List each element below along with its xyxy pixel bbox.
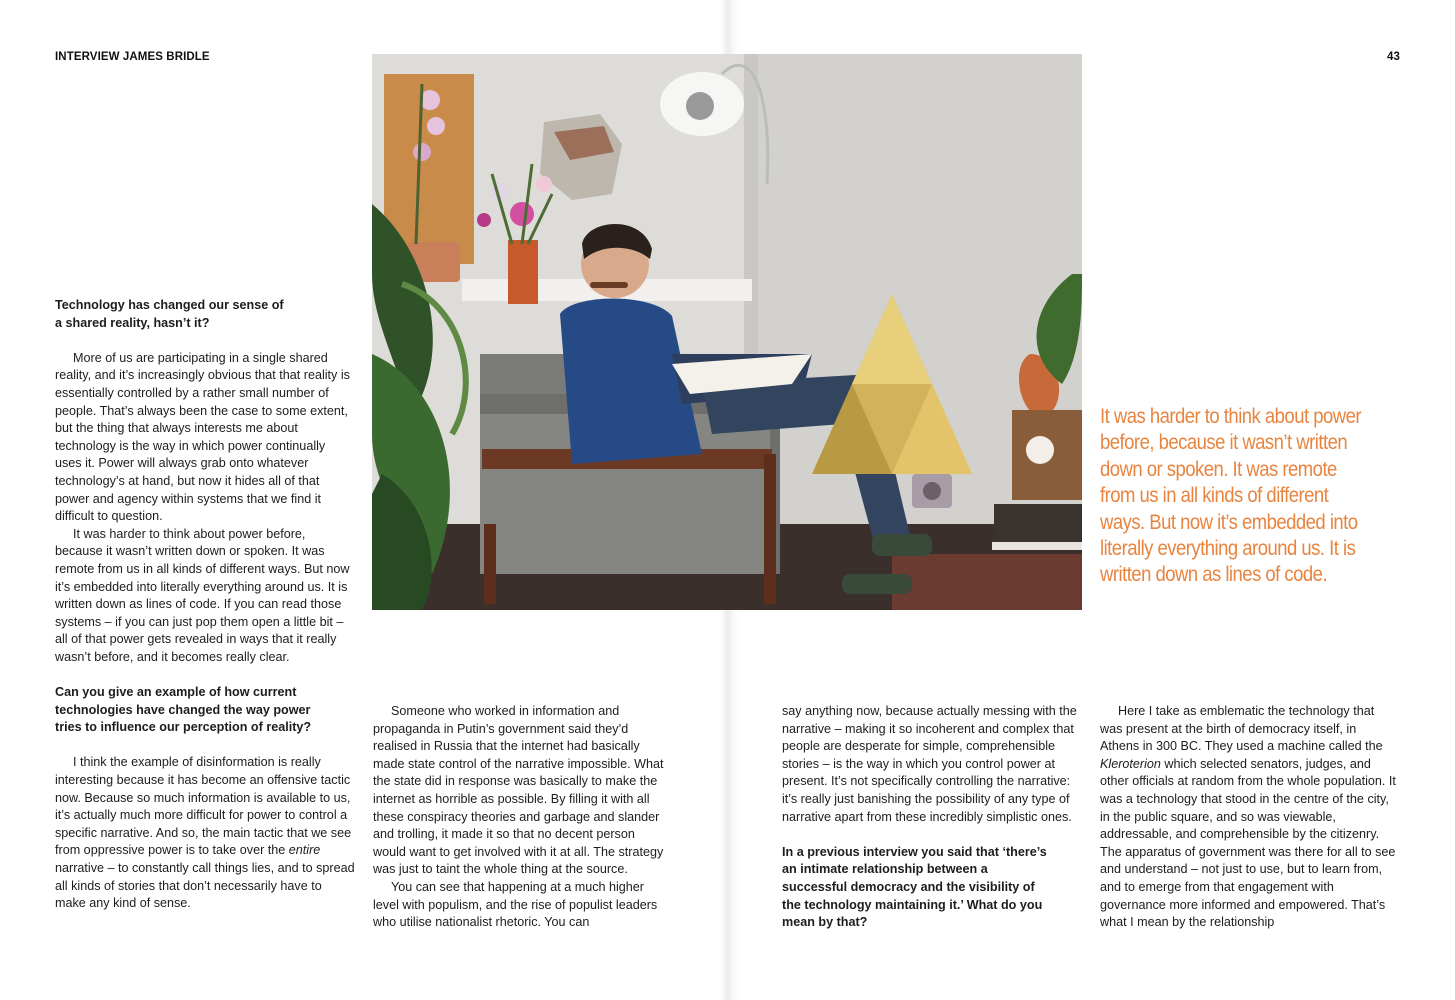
paragraph-text: Here I take as emblematic the technology that was present at the birth of democracy itself, in Athens in 300 BC. They used a machine called the xyxy=(1100,704,1383,754)
page-number: 43 xyxy=(1387,51,1400,63)
text-column-2 xyxy=(373,703,671,932)
paragraph-text: narrative – to constantly call things lies, and to spread all kinds of stories that don’t necessarily have to make any kind of sense. xyxy=(55,861,355,911)
emphasis: Kleroterion xyxy=(1100,756,1161,771)
paragraph xyxy=(1100,703,1398,932)
paragraph: You can see that happening at a much higher level with populism, and the rise of populist leaders who utilise nationalist rhetoric. You can xyxy=(373,879,658,930)
portrait-photo xyxy=(372,54,1082,610)
question-heading: Can you give an example of how current technologies have changed the way power tries to influence our perception of reality? xyxy=(55,685,312,735)
question-heading: In a previous interview you said that ‘there’s an intimate relationship between a successful democracy and the visibility of the technology maintaining it.’ What do you mean by that? xyxy=(782,844,1047,930)
paragraph: It was harder to think about power before, because it wasn’t written down or spoken. It was remote from us in all kinds of different ways. But now it’s embedded into literally everything around us. It is written down as lines of code. If you can read those systems – if you can just pop them open a little bit – all of that power gets revealed in ways that it really wasn’t before, and it becomes really clear. xyxy=(55,526,350,664)
running-head: INTERVIEW JAMES BRIDLE xyxy=(55,51,210,63)
paragraph: Someone who worked in information and propaganda in Putin’s government said they’d realised in Russia that the internet had basically made state control of the narrative impossible. What the state did in response was basically to make the internet as horrible as possible. By filling it with all these conspiracy theories and garbage and slander and trolling, it made it so that no decent person would want to get involved with it at all. The strategy was just to taint the whole thing at the source. xyxy=(373,704,664,877)
text-column-4 xyxy=(1100,703,1398,932)
question-heading: Technology has changed our sense of a shared reality, hasn’t it? xyxy=(55,298,284,330)
paragraph xyxy=(55,754,355,912)
paragraph: More of us are participating in a single shared reality, and it’s increasingly obvious that that reality is essentially controlled by a rather small number of people. That’s always been the case to some extent, but the thing that always interests me about technology is the way in which power continually uses it. Power will always grab onto whatever technology’s at hand, but now it hides all of that power and agency within systems that we find it difficult to question. xyxy=(55,350,350,524)
emphasis: entire xyxy=(288,843,321,858)
text-column-3 xyxy=(782,703,1078,932)
paragraph-text: I think the example of disinformation is really interesting because it has become an offensive tactic now. Because so much information is available to us, it’s actually much more difficult for power to control a specific narrative. And so, the main tactic that we see from oppressive power is to take over the xyxy=(55,755,352,858)
pull-quote: It was harder to think about power before, because it wasn’t written down or spoken. It was remote from us in all kinds of different ways. But now it’s embedded into literally everything around us. It is written down as lines of code. xyxy=(1100,404,1361,587)
text-column-1 xyxy=(55,297,355,913)
paragraph: say anything now, because actually messing with the narrative – making it so incoherent and complex that people are desperate for simple, comprehensible stories – is the way in which you control power at present. It’s not specifically controlling the narrative: it’s really just banishing the possibility of any type of narrative apart from these incredibly simplistic ones. xyxy=(782,704,1077,824)
paragraph-text: which selected senators, judges, and other officials at random from the whole population. It was a technology that stood in the centre of the city, in the public square, and so was viewable, addressable, and comprehensible by the citizenry. The apparatus of government was there for all to see and understand – not just to use, but to learn from, and to emerge from that engagement with governance more informed and empowered. That’s what I mean by the relationship xyxy=(1100,756,1396,930)
